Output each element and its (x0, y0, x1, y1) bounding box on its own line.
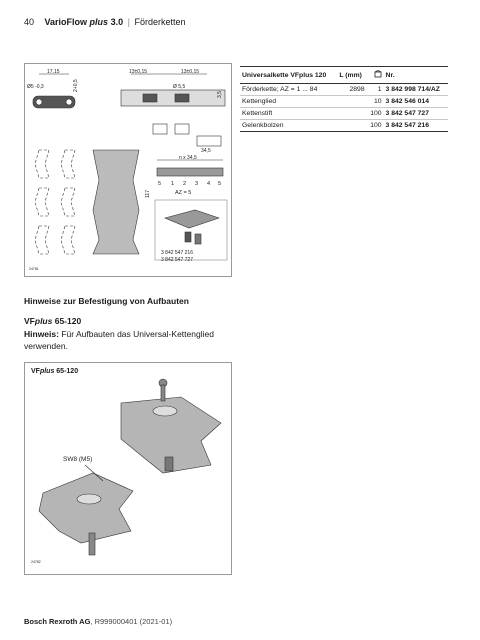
mounting-illustration (25, 363, 231, 574)
cell-nr: 3 842 547 727 (384, 108, 448, 120)
product-title: VarioFlow plus 3.0 (44, 17, 124, 27)
link-number: 1 (171, 181, 175, 187)
table-row (240, 108, 448, 120)
cell-name: Förderkette; AZ = 1 ... 84 (240, 84, 337, 96)
link-number: 5 (158, 181, 162, 187)
package-icon (367, 67, 384, 84)
cell-length: 2898 (337, 84, 366, 96)
screw-bottom (89, 533, 95, 555)
chapter-title: Förderketten (134, 17, 186, 27)
chain-drawing-figure (24, 63, 232, 277)
dim-chain-length: n x 34,5 (179, 155, 197, 161)
chain-link-lower (39, 473, 133, 543)
mounting-figure (24, 362, 232, 575)
cell-length (337, 120, 366, 132)
cell-name: Kettenglied (240, 96, 337, 108)
chain-outline-left (35, 150, 75, 254)
dim-gap: 2+0,5 (73, 79, 79, 92)
dim-right-offset: 13±0,15 (181, 69, 200, 75)
table-header-row (240, 67, 448, 84)
cell-qty: 1 (367, 84, 384, 96)
dim-left-offset: 13±0,15 (129, 69, 148, 75)
dim-hole-dia: Ø 5,5 (173, 84, 186, 90)
cell-length (337, 96, 366, 108)
part-number-pin: 3 842 547 216 (161, 250, 193, 256)
cell-nr: 3 842 546 014 (384, 96, 448, 108)
link-number: 3 (195, 181, 199, 187)
link-number: 4 (207, 181, 211, 187)
figure-label: VFplus 65-120 (31, 368, 79, 375)
part-number-stift: 3 842 547 727 (161, 257, 193, 263)
cell-qty: 100 (367, 120, 384, 132)
table-row (240, 96, 448, 108)
dim-pitch: 17,15 (47, 69, 60, 75)
company-name: Bosch Rexroth AG (24, 617, 91, 626)
cell-nr: 3 842 998 714/AZ (384, 84, 448, 96)
column-length: L (mm) (337, 67, 366, 84)
column-name: Universalkette VFplus 120 (240, 67, 337, 84)
dim-width: 117 (145, 190, 151, 198)
page-footer (24, 617, 172, 626)
figure-id: 24782 (31, 560, 41, 564)
technical-drawing (25, 64, 231, 276)
chain-grey-view (93, 150, 139, 254)
section-title: Hinweise zur Befestigung von Aufbauten (24, 296, 189, 306)
nut (165, 457, 173, 471)
cell-qty: 10 (367, 96, 384, 108)
table-row (240, 84, 448, 96)
chain-top-view (121, 90, 225, 106)
chain-strip (157, 168, 223, 176)
header-separator: | (127, 17, 130, 27)
page-number: 40 (24, 17, 35, 27)
subsection-title: VFplus 65-120 (24, 316, 82, 326)
hint-paragraph (24, 328, 224, 352)
chain-link-detail (153, 124, 167, 134)
document-number: , R999000401 (2021-01) (90, 617, 173, 626)
dim-pin-dia: Ø5 -0,3 (27, 84, 44, 90)
cell-qty: 100 (367, 108, 384, 120)
parts-table (240, 66, 448, 132)
cell-name: Kettenstift (240, 108, 337, 120)
table-row (240, 120, 448, 132)
link-number: 5 (218, 181, 222, 187)
cell-length (337, 108, 366, 120)
cell-nr: 3 842 547 216 (384, 120, 448, 132)
cell-name: Gelenkbolzen (240, 120, 337, 132)
dim-link-length: 34,5 (201, 148, 211, 154)
hint-label: Hinweis: (24, 329, 59, 339)
figure-id: 24781 (29, 267, 39, 271)
dim-height: 3,5 (217, 91, 223, 98)
page-header (24, 17, 185, 27)
az-label: AZ = 5 (175, 190, 192, 196)
link-number: 2 (183, 181, 187, 187)
callout-label: SW8 (M5) (63, 456, 93, 463)
hint-text: Für Aufbauten das Universal-Kettenglied verwenden. (24, 329, 214, 351)
column-nr: Nr. (384, 67, 448, 84)
